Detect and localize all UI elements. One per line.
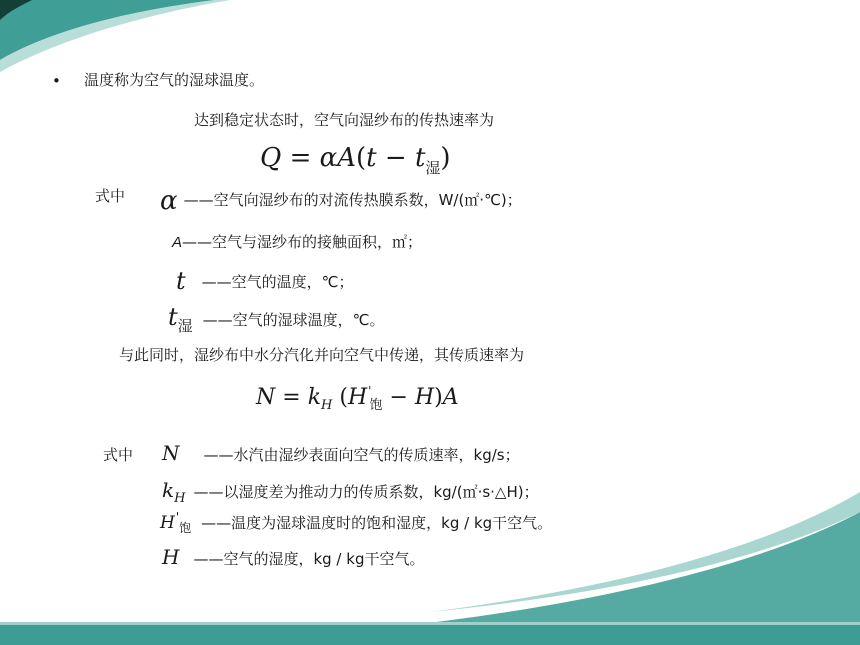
def-wet-temp-text: ——空气的湿球温度，℃。: [202, 311, 385, 329]
formula-t-wet: t: [414, 143, 426, 173]
mass-transfer-formula: [256, 383, 459, 416]
def-kh: [162, 478, 539, 506]
def-kh-text: ——以湿度差为推动力的传质系数，kg/(㎡·s·△H)；: [193, 483, 539, 501]
def-wet-temp: [168, 303, 385, 335]
formula-alpha: α: [319, 143, 338, 173]
bullet-dot: •: [52, 72, 61, 90]
def-alpha-text: ——空气向湿纱布的对流传热膜系数，W/(㎡·℃)；: [183, 191, 522, 209]
formula-open-paren-2: (: [339, 385, 348, 410]
bottom-band-highlight: [0, 622, 860, 625]
def-kh-symbol: k: [162, 478, 175, 502]
def-h-text: ——空气的湿度，kg / kg干空气。: [193, 550, 425, 568]
def-h-sat-text: ——温度为湿球温度时的饱和湿度，kg / kg干空气。: [201, 514, 553, 532]
formula-open-paren: (: [356, 143, 367, 173]
heat-where-label: 式中: [95, 187, 126, 205]
def-n: [162, 441, 520, 465]
def-wet-temp-symbol: t: [168, 303, 178, 331]
bottom-band: [0, 624, 860, 645]
heat-transfer-intro: 达到稳定状态时，空气向湿纱布的传热速率为: [194, 111, 495, 129]
formula-a: A: [337, 143, 356, 173]
formula-k: k: [307, 385, 322, 410]
def-area-symbol: A: [172, 234, 183, 251]
formula-h-sub-sat: 饱: [369, 398, 383, 413]
formula-h-prime: ': [368, 384, 372, 398]
def-h-sat-sub: 饱: [179, 521, 192, 535]
formula-close-paren-2: ): [434, 385, 443, 410]
formula-close-paren: ): [440, 143, 451, 173]
def-n-text: ——水汽由湿纱表面向空气的传质速率，kg/s；: [203, 446, 520, 464]
def-h-symbol: H: [162, 545, 180, 569]
def-temp-symbol: t: [176, 267, 186, 295]
intro-line: 温度称为空气的湿球温度。: [84, 71, 265, 89]
def-alpha-symbol: α: [160, 186, 178, 216]
def-wet-temp-sub: 湿: [177, 317, 193, 335]
formula-k-sub: H: [321, 398, 333, 413]
formula-q: Q: [260, 143, 282, 173]
formula-h: H: [414, 385, 435, 410]
def-temp-text: ——空气的温度，℃；: [201, 273, 354, 291]
formula-minus: −: [384, 143, 407, 173]
mass-transfer-intro: 与此同时，湿纱布中水分汽化并向空气中传递，其传质速率为: [119, 346, 525, 364]
formula-n: N: [256, 385, 276, 410]
formula-t: t: [366, 143, 377, 173]
def-h-sat-symbol: H: [160, 513, 175, 533]
formula-sub-wet: 湿: [425, 159, 441, 177]
def-n-symbol: N: [162, 441, 180, 465]
def-h: [162, 545, 425, 569]
def-kh-sub: H: [174, 491, 186, 506]
def-temp: [176, 267, 354, 295]
formula-minus-2: −: [389, 385, 408, 410]
heat-transfer-formula: [260, 142, 451, 177]
formula-h-sat: H: [347, 385, 368, 410]
def-area-text: ——空气与湿纱布的接触面积，㎡；: [182, 233, 423, 251]
def-h-sat: [160, 510, 553, 535]
formula-a-2: A: [442, 385, 459, 410]
formula-equals: =: [289, 143, 312, 173]
def-h-sat-prime: ': [175, 510, 180, 524]
def-alpha: [160, 186, 522, 216]
formula-equals-2: =: [282, 385, 301, 410]
mass-where-label: 式中: [103, 446, 134, 464]
def-area: [172, 233, 422, 252]
